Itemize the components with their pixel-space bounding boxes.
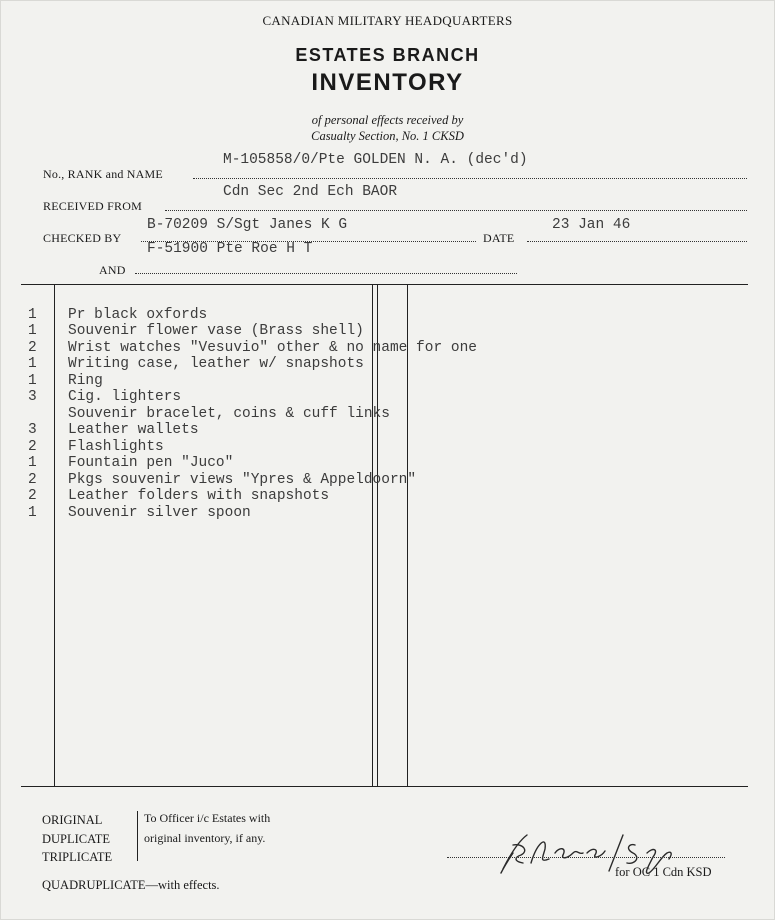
and-value: F-51900 Pte Roe H T	[147, 241, 313, 257]
item-qty: 1	[28, 323, 37, 339]
item-desc: Souvenir bracelet, coins & cuff links	[68, 405, 390, 422]
copy-list	[42, 811, 142, 867]
item-qty: 3	[28, 389, 37, 405]
quadruplicate-note: QUADRUPLICATE—with effects.	[42, 878, 220, 892]
item-qty: 2	[28, 488, 37, 504]
name-line	[193, 178, 747, 179]
item-qty: 1	[28, 372, 37, 389]
item-desc: Souvenir flower vase (Brass shell)	[68, 323, 364, 339]
item-desc: Flashlights	[68, 438, 164, 455]
copy-bracket	[137, 811, 138, 861]
item-desc: Pr black oxfords	[68, 306, 208, 323]
received-value: Cdn Sec 2nd Ech BAOR	[223, 184, 398, 200]
item-desc: Ring	[68, 372, 103, 389]
table-top-rule	[21, 284, 748, 285]
item-qty: 1	[28, 306, 37, 323]
item-qty: 2	[28, 438, 37, 455]
routing-line-1: To Officer i/c Estates with	[144, 811, 271, 825]
page-title: INVENTORY	[311, 69, 464, 96]
and-line	[135, 273, 517, 274]
subtitle-line-2: Casualty Section, No. 1 CKSD	[311, 129, 464, 143]
org-heading: CANADIAN MILITARY HEADQUARTERS	[262, 13, 513, 28]
date-line	[527, 241, 747, 242]
item-desc: Souvenir silver spoon	[68, 504, 251, 521]
item-desc: Writing case, leather w/ snapshots	[68, 356, 364, 372]
received-line	[165, 210, 747, 211]
signed-for: for OC 1 Cdn KSD	[615, 865, 712, 879]
item-desc: Cig. lighters	[68, 389, 182, 405]
item-qty: 1	[28, 455, 37, 471]
checked-label: CHECKED BY	[43, 231, 122, 245]
copy-duplicate: DUPLICATE	[42, 831, 111, 846]
signature-line	[447, 857, 725, 858]
item-desc: Wrist watches "Vesuvio" other & no name for one	[68, 339, 477, 356]
routing-line-2: original inventory, if any.	[144, 831, 266, 845]
item-qty: 3	[28, 422, 37, 438]
item-qty: 2	[28, 339, 37, 356]
qty-column-divider	[54, 284, 55, 786]
column-divider-2	[377, 284, 378, 786]
item-qty: 2	[28, 471, 37, 488]
column-divider-1	[372, 284, 373, 786]
item-desc: Leather folders with snapshots	[68, 488, 330, 504]
date-label: DATE	[483, 231, 515, 245]
item-desc: Leather wallets	[68, 422, 199, 438]
checked-value: B-70209 S/Sgt Janes K G	[147, 217, 348, 233]
item-desc: Fountain pen "Juco"	[68, 455, 234, 471]
copy-triplicate: TRIPLICATE	[42, 850, 113, 864]
column-divider-3	[407, 284, 408, 786]
item-qty: 1	[28, 356, 37, 372]
name-label: No., RANK and NAME	[43, 167, 163, 181]
and-label: AND	[99, 263, 126, 277]
table-bottom-rule	[21, 786, 748, 787]
item-desc: Pkgs souvenir views "Ypres & Appeldoorn"	[68, 471, 417, 488]
copy-original: ORIGINAL	[42, 813, 103, 827]
item-qty: 1	[28, 504, 37, 521]
name-value: M-105858/0/Pte GOLDEN N. A. (dec'd)	[223, 152, 528, 168]
subtitle-line-1: of personal effects received by	[311, 113, 464, 127]
date-value: 23 Jan 46	[552, 217, 631, 233]
branch-heading: ESTATES BRANCH	[295, 45, 480, 65]
received-label: RECEIVED FROM	[43, 199, 142, 213]
